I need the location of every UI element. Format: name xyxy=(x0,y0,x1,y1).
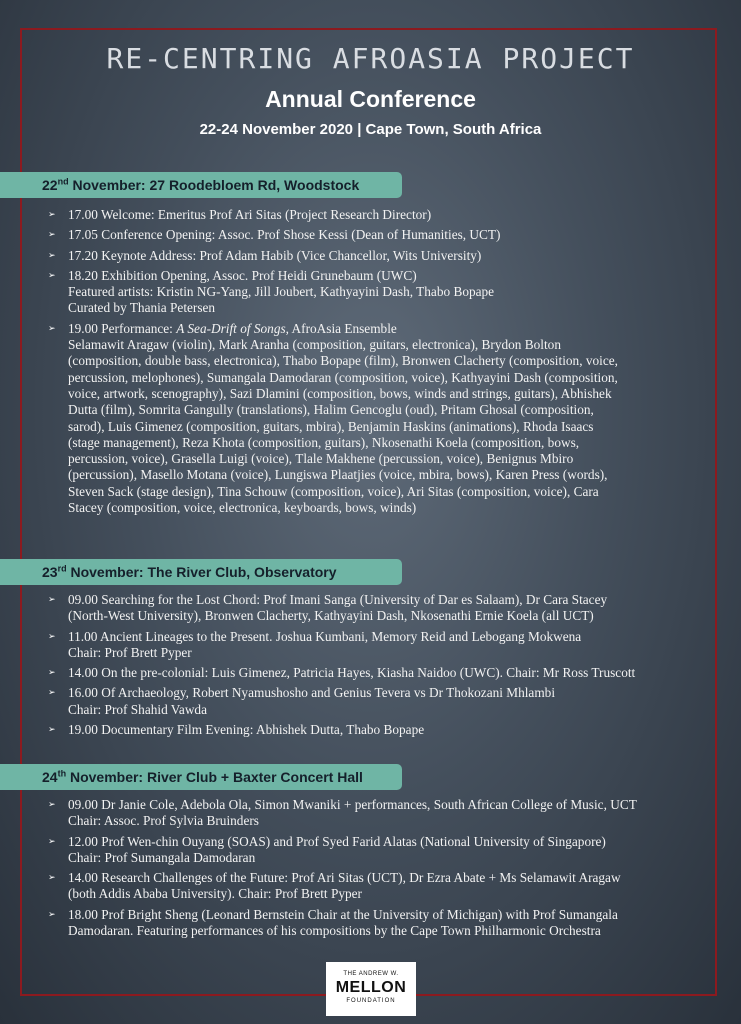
schedule-line: 14.00 Research Challenges of the Future: Prof Ari Sitas (UCT), Dr Ezra Abate + Ms Selamawit Aragaw xyxy=(68,870,621,886)
schedule-item-2 xyxy=(48,248,720,264)
schedule-item-2 xyxy=(48,870,720,903)
performer-line: sarod), Luis Gimenez (composition, guitars, mbira), Benjamin Haskins (animations), Rhoda Isaacs xyxy=(68,418,594,434)
arrow-bullet-icon: ➢ xyxy=(48,668,56,679)
day3-schedule xyxy=(48,797,720,943)
performer-line: (stage management), Reza Khota (composition, guitars), Nkosenathi Koela (composition, bows, xyxy=(68,434,580,450)
performer-line: Selamawit Aragaw (violin), Mark Aranha (composition, guitars, electronica), Brydon Bolton xyxy=(68,337,561,353)
schedule-item-2 xyxy=(48,665,720,681)
schedule-item-0 xyxy=(48,797,720,830)
performer-line: Dutta (film), Somrita Gangully (translations), Halim Gencoglu (oud), Pritam Ghosal (composition, xyxy=(68,402,594,418)
schedule-item-1 xyxy=(48,629,720,662)
arrow-bullet-icon: ➢ xyxy=(48,873,56,884)
schedule-line: 17.00 Welcome: Emeritus Prof Ari Sitas (Project Research Director) xyxy=(68,207,432,222)
arrow-bullet-icon: ➢ xyxy=(48,270,56,281)
logo-line-2: MELLON xyxy=(335,979,407,996)
schedule-line: Chair: Prof Shahid Vawda xyxy=(68,701,207,717)
day3-heading: 24th November: River Club + Baxter Concert Hall xyxy=(0,764,402,790)
conference-dateline: 22-24 November 2020 | Cape Town, South Africa xyxy=(199,121,542,138)
performer-line: (composition, double bass, electronica), Thabo Bopape (film), Bronwen Clacherty (composition, voice, xyxy=(68,353,618,369)
schedule-line: Chair: Assoc. Prof Sylvia Bruinders xyxy=(68,813,259,829)
schedule-item-4 xyxy=(48,722,720,738)
schedule-line: 16.00 Of Archaeology, Robert Nyamushosho and Genius Tevera vs Dr Thokozani Mhlambi xyxy=(68,685,556,701)
arrow-bullet-icon: ➢ xyxy=(48,230,56,241)
logo-line-1: THE ANDREW W. xyxy=(343,971,399,977)
schedule-line: 09.00 Dr Janie Cole, Adebola Ola, Simon Mwaniki + performances, South African College of Music, UCT xyxy=(68,797,637,812)
arrow-bullet-icon: ➢ xyxy=(48,210,56,220)
schedule-line: 18.20 Exhibition Opening, Assoc. Prof Heidi Grunebaum (UWC) xyxy=(68,267,417,283)
project-title: RE-CENTRING AFROASIA PROJECT xyxy=(106,42,635,75)
schedule-item-3 xyxy=(48,685,720,718)
schedule-line: Damodaran. Featuring performances of his compositions by the Cape Town Philharmonic Orchestra xyxy=(68,923,601,939)
performance-time: 19.00 Performance: xyxy=(68,320,177,336)
schedule-line: 09.00 Searching for the Lost Chord: Prof Imani Sanga (University of Dar es Salaam), Dr Cara Stacey xyxy=(68,592,608,607)
performer-line: percussion, melophones), Sumangala Damodaran (composition, voice), Kathyayini Dash (composition, xyxy=(68,369,618,385)
schedule-item-3 xyxy=(48,268,720,317)
schedule-line: (North-West University), Bronwen Clacherty, Kathyayini Dash, Nkosenathi Ernie Koela (all UCT) xyxy=(68,608,594,624)
schedule-line: 12.00 Prof Wen-chin Ouyang (SOAS) and Prof Syed Farid Alatas (National University of Singapore) xyxy=(68,833,606,849)
arrow-bullet-icon: ➢ xyxy=(48,250,56,261)
performer-line: (percussion), Masello Motana (voice), Lungiswa Plaatjies (voice, mbira, bows), Karen Press (words), xyxy=(68,467,608,483)
performance-title-line xyxy=(68,321,720,337)
schedule-item-0 xyxy=(48,207,720,223)
day2-heading: 23rd November: The River Club, Observatory xyxy=(0,559,402,585)
performance-title: A Sea-Drift of Songs xyxy=(176,320,286,336)
schedule-item-0 xyxy=(48,592,720,625)
schedule-item-3 xyxy=(48,907,720,940)
schedule-line: 17.05 Conference Opening: Assoc. Prof Shose Kessi (Dean of Humanities, UCT) xyxy=(68,227,501,243)
performer-line: percussion, voice), Grasella Luigi (voice), Tlale Makhene (percussion, voice), Benignus Mbiro xyxy=(68,451,574,467)
schedule-line: (both Addis Ababa University). Chair: Prof Brett Pyper xyxy=(68,886,362,902)
schedule-item-1 xyxy=(48,227,720,243)
arrow-bullet-icon: ➢ xyxy=(48,800,56,810)
mellon-foundation-logo xyxy=(326,962,416,1016)
arrow-bullet-icon: ➢ xyxy=(48,631,56,642)
schedule-item-4 xyxy=(48,321,720,517)
arrow-bullet-icon: ➢ xyxy=(48,688,56,699)
performer-line: Stacey (composition, voice, electronica, keyboards, bows, winds) xyxy=(68,500,417,516)
performance-ensemble: , AfroAsia Ensemble xyxy=(285,320,397,336)
arrow-bullet-icon: ➢ xyxy=(48,725,56,736)
arrow-bullet-icon: ➢ xyxy=(48,836,56,847)
schedule-line: 17.20 Keynote Address: Prof Adam Habib (Vice Chancellor, Wits University) xyxy=(68,247,482,263)
schedule-line: Featured artists: Kristin NG-Yang, Jill Joubert, Kathyayini Dash, Thabo Bopape xyxy=(68,284,495,300)
performer-line: voice, artwork, scenography), Sazi Dlamini (composition, bows, winds and strings, guitars), Abhishek xyxy=(68,385,612,401)
conference-subtitle: Annual Conference xyxy=(265,86,476,112)
schedule-item-1 xyxy=(48,834,720,867)
schedule-line: Chair: Prof Brett Pyper xyxy=(68,644,192,660)
arrow-bullet-icon: ➢ xyxy=(48,323,56,334)
day1-heading: 22nd November: 27 Roodebloem Rd, Woodstock xyxy=(0,172,402,198)
performer-line: Steven Sack (stage design), Tina Schouw (composition, voice), Ari Sitas (composition, voice), Cara xyxy=(68,483,599,499)
day2-schedule xyxy=(48,592,720,742)
schedule-line: 11.00 Ancient Lineages to the Present. Joshua Kumbani, Memory Reid and Lebogang Mokwena xyxy=(68,628,582,644)
logo-line-3: FOUNDATION xyxy=(346,998,396,1004)
day1-schedule xyxy=(48,207,720,520)
schedule-line: 19.00 Documentary Film Evening: Abhishek Dutta, Thabo Bopape xyxy=(68,722,425,738)
schedule-line: 14.00 On the pre-colonial: Luis Gimenez, Patricia Hayes, Kiasha Naidoo (UWC). Chair: Mr Ross Truscott xyxy=(68,665,636,681)
schedule-line: Chair: Prof Sumangala Damodaran xyxy=(68,849,256,865)
schedule-line: Curated by Thania Petersen xyxy=(68,300,216,316)
arrow-bullet-icon: ➢ xyxy=(48,909,56,920)
arrow-bullet-icon: ➢ xyxy=(48,595,56,605)
schedule-line: 18.00 Prof Bright Sheng (Leonard Bernstein Chair at the University of Michigan) with Prof Sumangala xyxy=(68,906,618,922)
